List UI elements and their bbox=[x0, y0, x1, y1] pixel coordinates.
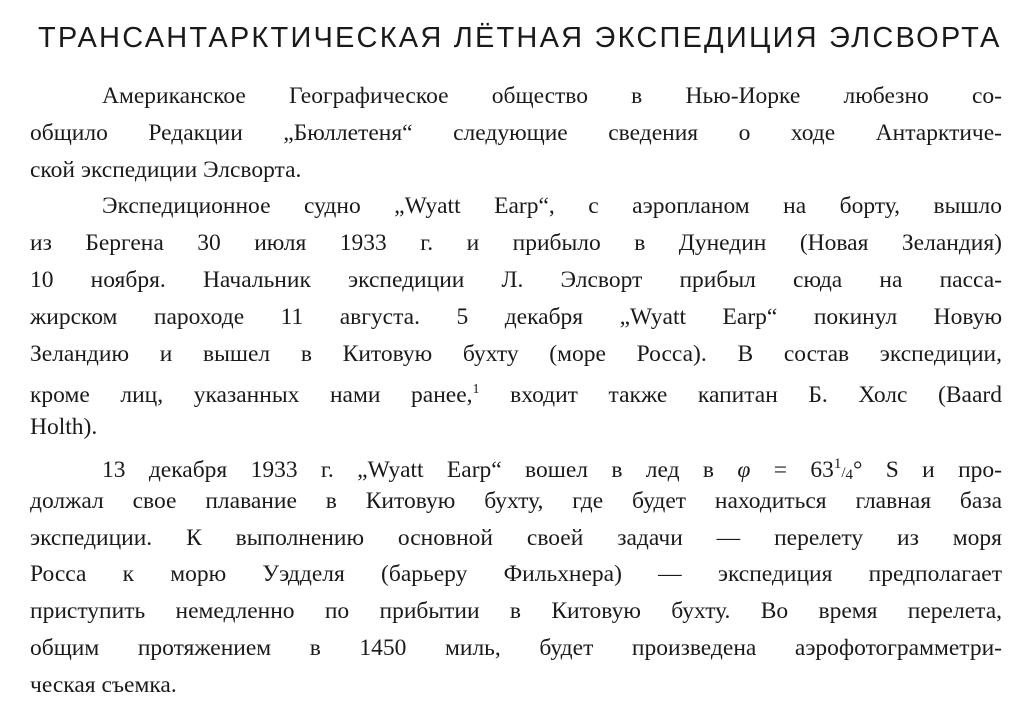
text-line: приступить немедленно по прибытии в Китовую бухту. Во время перелета, bbox=[30, 598, 1002, 625]
text-segment: кроме лиц, указанных нами ранее, bbox=[30, 382, 473, 409]
text-line: Американское Географическое общество в Нью-Иорке любезно со- bbox=[102, 83, 1002, 109]
latitude-symbol: φ bbox=[737, 456, 751, 483]
text-segment: входит также капитан Б. Холс (Baard bbox=[479, 382, 1002, 409]
text-line: из Бергена 30 июля 1933 г. и прибыло в Дунедин (Новая Зеландия) bbox=[30, 230, 1002, 257]
text-line bbox=[30, 446, 1002, 483]
text-line: Экспедиционное судно „Wyatt Earp“, с аэропланом на борту, вышло bbox=[102, 193, 1002, 220]
text-line: Зеландию и вышел в Китовую бухту (море Росса). В состав экспедиции, bbox=[30, 340, 1002, 367]
text-segment: 13 декабря 1933 г. „Wyatt Earp“ вошел в лед в bbox=[102, 456, 738, 483]
fraction-slash: / bbox=[841, 464, 846, 481]
footnote-marker: 1 bbox=[472, 382, 480, 398]
text-line: жирском пароходе 11 августа. 5 декабря „Wyatt Earp“ покинул Новую bbox=[30, 303, 1002, 330]
page-title: ТРАНСАНТАРКТИЧЕСКАЯ ЛЁТНАЯ ЭКСПЕДИЦИЯ ЭЛСВОРТА bbox=[38, 22, 1002, 54]
text-segment: ° S и про- bbox=[853, 456, 1002, 483]
text-line: 10 ноября. Начальник экспедиции Л. Элсворт прибыл сюда на пасса- bbox=[30, 266, 1002, 293]
fraction-denominator: 4 bbox=[845, 466, 854, 483]
text-line: Росса к морю Уэдделя (барьеру Фильхнера) — экспедиция предполагает bbox=[30, 561, 1002, 588]
text-line: ческая съемка. bbox=[30, 671, 177, 698]
text-line: ской экспедиции Элсворта. bbox=[30, 156, 302, 183]
fraction-numerator: 1 bbox=[833, 455, 842, 472]
text-line: Holth). bbox=[30, 414, 98, 441]
text-line: экспедиции. К выполнению основной своей задачи — перелету из моря bbox=[30, 524, 1002, 551]
article-body bbox=[30, 78, 1002, 704]
text-line bbox=[30, 372, 1002, 409]
text-line: должал свое плавание в Китовую бухту, где будет находиться главная база bbox=[30, 487, 1002, 514]
text-line: общило Редакции „Бюллетеня“ следующие сведения о ходе Антарктиче- bbox=[30, 119, 1002, 146]
text-segment: = 63 bbox=[750, 456, 834, 483]
text-line: общим протяжением в 1450 миль, будет произведена аэрофотограмметри- bbox=[30, 634, 1002, 661]
